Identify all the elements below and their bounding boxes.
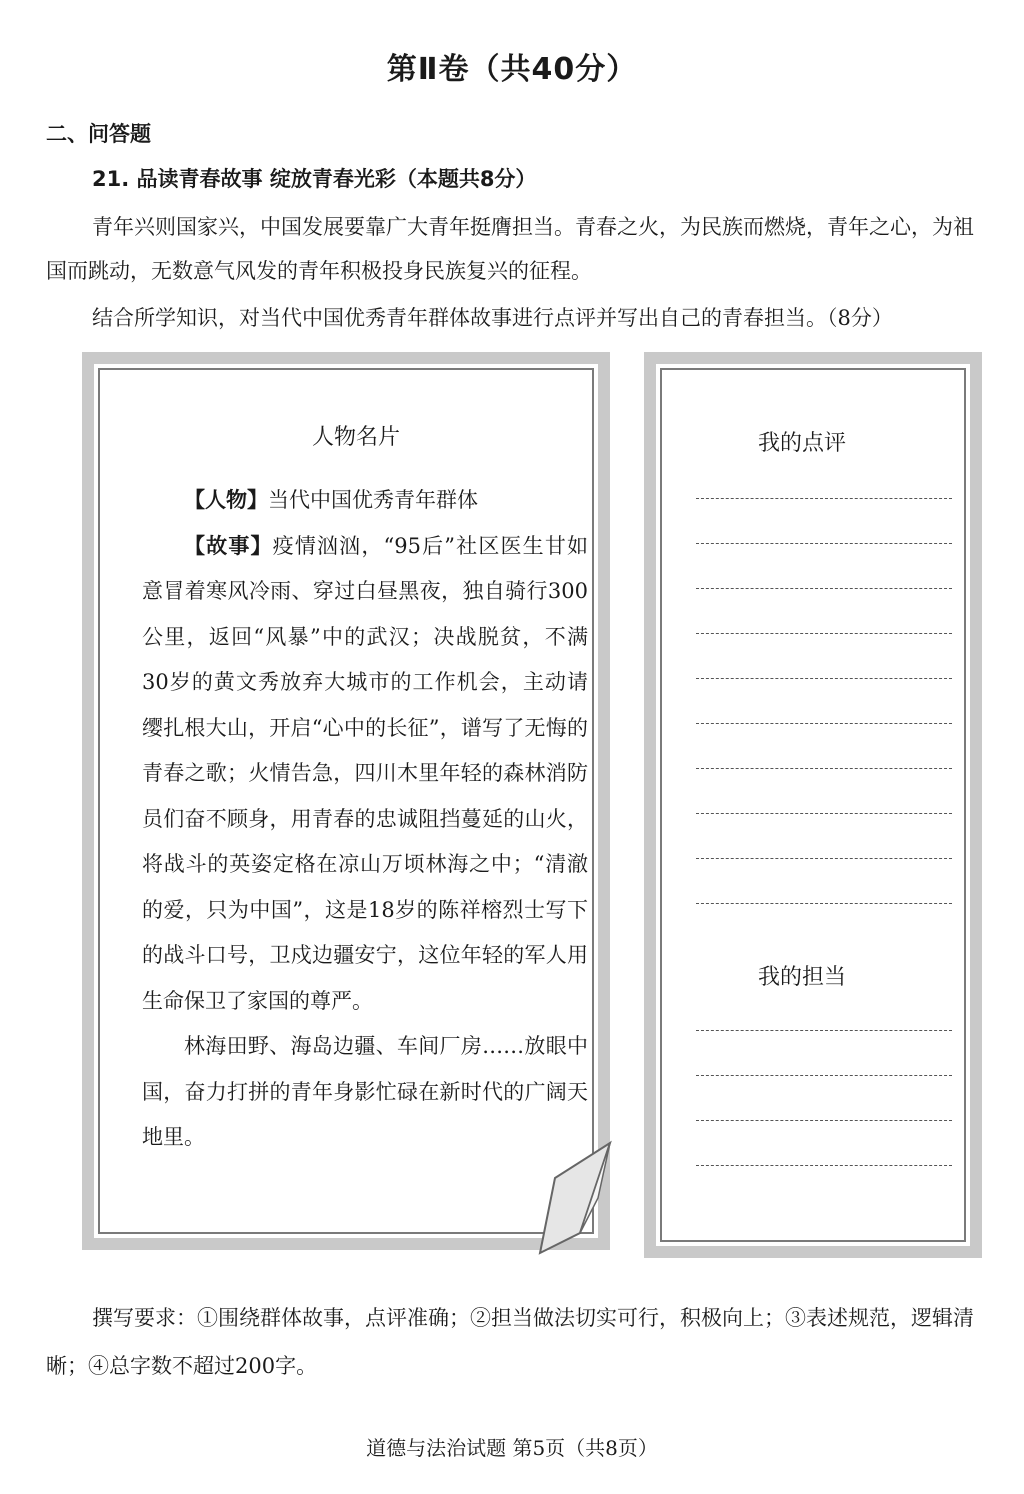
person-card-content — [142, 478, 588, 1161]
comment-answer-line[interactable] — [696, 813, 952, 814]
comment-heading: 我的点评 — [758, 431, 847, 456]
section-title: 二、问答题 — [46, 122, 151, 146]
part-title: 第Ⅱ卷（共40分） — [386, 52, 638, 87]
comment-answer-line[interactable] — [696, 633, 952, 634]
comment-answer-line[interactable] — [696, 858, 952, 859]
person-value: 当代中国优秀青年群体 — [268, 488, 478, 512]
question-paragraph-1: 青年兴则国家兴，中国发展要靠广大青年挺膺担当。青春之火，为民族而燃烧，青年之心，为祖国而跳动，无数意气风发的青年积极投身民族复兴的征程。 — [46, 215, 974, 283]
question-title: 21. 品读青春故事 绽放青春光彩（本题共8分） — [92, 167, 537, 191]
comment-answer-line[interactable] — [696, 543, 952, 544]
duty-answer-line[interactable] — [696, 1030, 952, 1031]
closing-paragraph: 林海田野、海岛边疆、车间厂房……放眼中国，奋力打拼的青年身影忙碌在新时代的广阔天地里。 — [142, 1034, 588, 1149]
person-label: 【人物】 — [184, 488, 268, 512]
page-curl-decoration — [520, 1138, 620, 1258]
duty-answer-line[interactable] — [696, 1120, 952, 1121]
comment-answer-line[interactable] — [696, 903, 952, 904]
story-text: 疫情汹汹，“95后”社区医生甘如意冒着寒风冷雨、穿过白昼黑夜，独自骑行300公里，返回“风暴”中的武汉；决战脱贫，不满30岁的黄文秀放弃大城市的工作机会，主动请缨扎根大山，开启“心中的长征”，谱写了无悔的青春之歌；火情告急，四川木里年轻的森林消防员们奋不顾身，用青春的忠诚阻挡蔓延的山火，将战斗的英姿定格在凉山万顷林海之中；“清澈的爱，只为中国”，这是18岁的陈祥榕烈士写下的战斗口号，卫戍边疆安宁，这位年轻的军人用生命保卫了家国的尊严。 — [142, 533, 589, 1013]
comment-answer-line[interactable] — [696, 678, 952, 679]
comment-answer-line[interactable] — [696, 498, 952, 499]
person-card-title: 人物名片 — [312, 425, 401, 450]
question-paragraph-2: 结合所学知识，对当代中国优秀青年群体故事进行点评并写出自己的青春担当。（8分） — [92, 306, 893, 330]
comment-answer-line[interactable] — [696, 723, 952, 724]
story-paragraph — [142, 524, 588, 1025]
person-line — [142, 478, 588, 524]
duty-answer-line[interactable] — [696, 1165, 952, 1166]
comment-answer-line[interactable] — [696, 588, 952, 589]
duty-heading: 我的担当 — [758, 965, 847, 990]
duty-answer-line[interactable] — [696, 1075, 952, 1076]
page-footer: 道德与法治试题 第5页（共8页） — [366, 1436, 658, 1460]
writing-requirements: 撰写要求：①围绕群体故事，点评准确；②担当做法切实可行，积极向上；③表述规范，逻辑清晰；④总字数不超过200字。 — [46, 1306, 974, 1378]
answer-panel-border — [660, 368, 966, 1242]
story-label: 【故事】 — [184, 533, 273, 558]
comment-answer-line[interactable] — [696, 768, 952, 769]
answer-panel — [644, 352, 982, 1258]
